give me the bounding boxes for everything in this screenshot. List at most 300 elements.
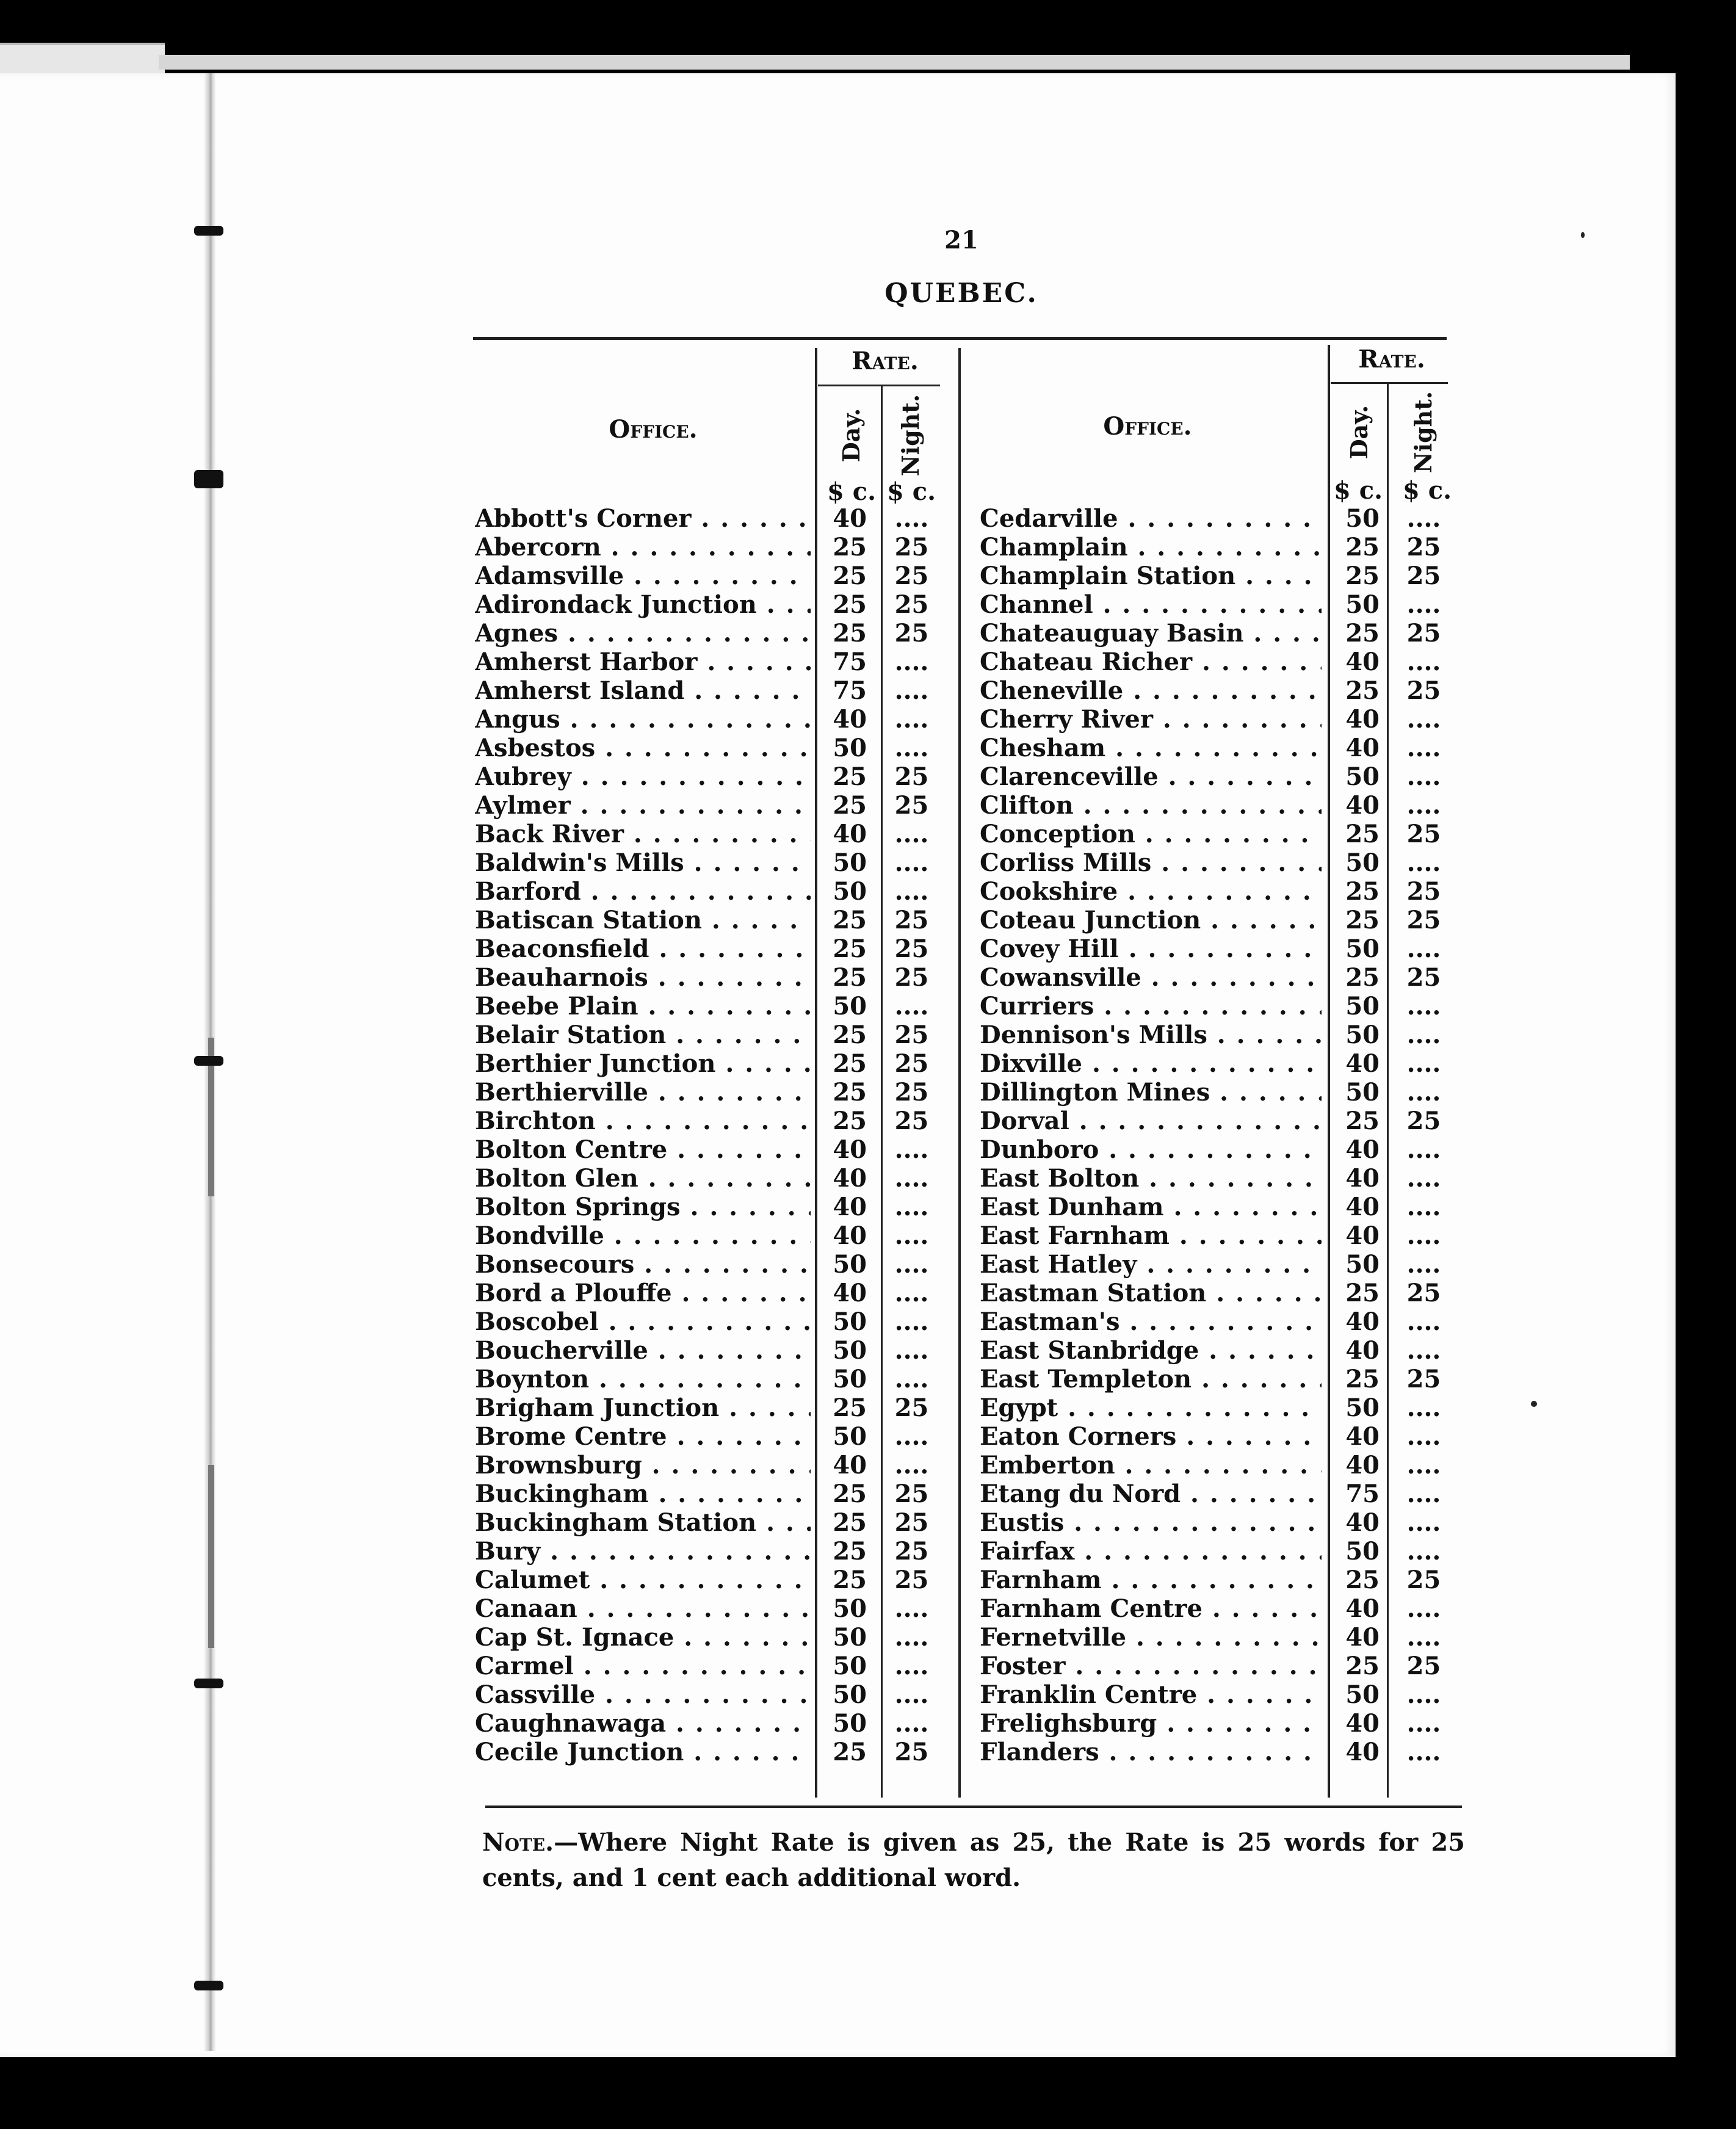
table-row [980, 504, 1468, 533]
night-rate: .... [1406, 848, 1441, 877]
night-rate: 25 [894, 1480, 929, 1508]
day-rate: 40 [1345, 734, 1380, 762]
office-name: Channel . . . [980, 590, 1322, 619]
day-rate: 50 [833, 1709, 867, 1738]
table-row [980, 1221, 1468, 1250]
table-row [980, 1365, 1468, 1393]
night-rate: .... [1406, 1623, 1441, 1652]
night-rate: .... [894, 877, 929, 906]
office-name: Back River . . . [475, 820, 811, 848]
office-name: Bondville . . . [475, 1221, 811, 1250]
office-name: Beebe Plain . . . [475, 992, 811, 1021]
day-rate: 40 [1345, 1422, 1380, 1451]
day-rate: 40 [1345, 1623, 1380, 1652]
night-rate: .... [894, 1307, 929, 1336]
office-name: Angus . . . [475, 705, 811, 734]
night-rate: .... [1406, 1164, 1441, 1193]
table-row [980, 1451, 1468, 1480]
night-rate: .... [894, 1652, 929, 1680]
office-name: Brigham Junction . . . [475, 1393, 811, 1422]
day-rate: 50 [833, 848, 867, 877]
day-rate: 50 [833, 877, 867, 906]
day-rate: 50 [833, 1594, 867, 1623]
office-name: Bolton Glen . . . [475, 1164, 811, 1193]
office-name: Emberton . . . [980, 1451, 1322, 1480]
table-row [980, 877, 1468, 906]
table-row [475, 1393, 963, 1422]
table-row [980, 934, 1468, 963]
office-name: Barford . . . [475, 877, 811, 906]
table-row [475, 1307, 963, 1336]
night-rate: .... [894, 504, 929, 533]
table-row [980, 533, 1468, 562]
night-rate: .... [1406, 705, 1441, 734]
night-rate: 25 [894, 1508, 929, 1537]
day-rate: 50 [1345, 992, 1380, 1021]
office-name: Beauharnois . . . [475, 963, 811, 992]
night-rate: 25 [894, 762, 929, 791]
table-row [475, 1164, 963, 1193]
office-name: Boucherville . . . [475, 1336, 811, 1365]
table-row [980, 648, 1468, 676]
day-rate: 50 [1345, 1680, 1380, 1709]
table-row [475, 877, 963, 906]
office-name: Dunboro . . . [980, 1135, 1322, 1164]
table-row [475, 676, 963, 705]
day-rate: 25 [833, 1049, 867, 1078]
table-row [980, 1049, 1468, 1078]
table-row [475, 1279, 963, 1307]
day-rate: 50 [833, 1680, 867, 1709]
table-row [475, 1250, 963, 1279]
office-name: Bonsecours . . . [475, 1250, 811, 1279]
office-name: Birchton . . . [475, 1107, 811, 1135]
table-row [980, 1680, 1468, 1709]
office-name: Canaan . . . [475, 1594, 811, 1623]
night-rate: 25 [1406, 676, 1441, 705]
night-rate: 25 [1406, 820, 1441, 848]
night-rate: .... [1406, 1336, 1441, 1365]
day-rate: 25 [833, 590, 867, 619]
office-header-right: Office. [1103, 412, 1192, 441]
table-row [475, 1709, 963, 1738]
office-name: East Farnham . . . [980, 1221, 1322, 1250]
unit-night-right: $ c. [1402, 476, 1452, 505]
table-row [475, 963, 963, 992]
office-name: Franklin Centre . . . [980, 1680, 1322, 1709]
office-name: Carmel . . . [475, 1652, 811, 1680]
office-name: Corliss Mills . . . [980, 848, 1322, 877]
day-rate: 50 [1345, 934, 1380, 963]
office-name: Amherst Harbor . . . [475, 648, 811, 676]
unit-night-left: $ c. [886, 477, 936, 506]
office-name: Cedarville . . . [980, 504, 1322, 533]
day-rate: 25 [833, 1537, 867, 1566]
table-row [475, 791, 963, 820]
night-rate: .... [1406, 934, 1441, 963]
day-rate: 40 [833, 1451, 867, 1480]
table-row [475, 504, 963, 533]
night-rate: 25 [1406, 533, 1441, 562]
table-row [475, 848, 963, 877]
table-row [475, 590, 963, 619]
office-name: Curriers . . . [980, 992, 1322, 1021]
table-row [980, 1508, 1468, 1537]
table-row [475, 619, 963, 648]
day-rate: 25 [833, 1078, 867, 1107]
table-row [980, 1250, 1468, 1279]
office-name: Bolton Centre . . . [475, 1135, 811, 1164]
table-row [475, 1738, 963, 1766]
night-rate: .... [894, 1336, 929, 1365]
note-text: —Where Night Rate is given as 25, the Rate is 25 words for 25 cents, and 1 cent each additional word. [482, 1828, 1465, 1892]
unit-day-right: $ c. [1333, 476, 1383, 505]
office-name: East Stanbridge . . . [980, 1336, 1322, 1365]
office-name: Covey Hill . . . [980, 934, 1322, 963]
table-row [475, 1480, 963, 1508]
office-name: Eustis . . . [980, 1508, 1322, 1537]
night-rate: .... [1406, 762, 1441, 791]
night-rate: .... [1406, 1135, 1441, 1164]
night-rate: 25 [1406, 1365, 1441, 1393]
office-name: Cherry River . . . [980, 705, 1322, 734]
office-name: Dorval . . . [980, 1107, 1322, 1135]
binding-stitch [194, 1981, 223, 1990]
night-rate: .... [894, 820, 929, 848]
day-rate: 25 [1345, 533, 1380, 562]
night-rate: .... [1406, 1480, 1441, 1508]
night-rate: .... [1406, 1078, 1441, 1107]
day-rate: 40 [1345, 1451, 1380, 1480]
office-name: Cap St. Ignace . . . [475, 1623, 811, 1652]
office-header-left: Office. [609, 415, 698, 444]
table-row [980, 1652, 1468, 1680]
office-name: Cookshire . . . [980, 877, 1322, 906]
office-name: Eastman Station . . . [980, 1279, 1322, 1307]
office-name: Aubrey . . . [475, 762, 811, 791]
night-rate: .... [894, 734, 929, 762]
day-rate: 25 [833, 562, 867, 590]
day-rate: 75 [833, 676, 867, 705]
day-rate: 50 [833, 1307, 867, 1336]
page-title: QUEBEC. [884, 278, 1038, 309]
table-row [980, 791, 1468, 820]
office-name: Fairfax . . . [980, 1537, 1322, 1566]
table-row [980, 1709, 1468, 1738]
table-row [980, 820, 1468, 848]
day-rate: 50 [1345, 1078, 1380, 1107]
day-rate: 40 [833, 1221, 867, 1250]
office-name: Calumet . . . [475, 1566, 811, 1594]
night-rate: .... [894, 1250, 929, 1279]
day-rate: 40 [833, 1164, 867, 1193]
office-name: Beaconsfield . . . [475, 934, 811, 963]
unit-day-left: $ c. [826, 477, 877, 506]
day-rate: 40 [1345, 1164, 1380, 1193]
night-rate: .... [894, 1279, 929, 1307]
office-name: Brownsburg . . . [475, 1451, 811, 1480]
table-row [475, 1021, 963, 1049]
footnote [482, 1825, 1465, 1896]
table-row [980, 963, 1468, 992]
binding-shadow [208, 1465, 214, 1648]
night-rate: 25 [894, 562, 929, 590]
paper-speck [1531, 1401, 1537, 1407]
night-rate: 25 [894, 1393, 929, 1422]
day-rate: 25 [833, 1508, 867, 1537]
day-rate: 40 [833, 705, 867, 734]
office-name: Caughnawaga . . . [475, 1709, 811, 1738]
night-rate: 25 [1406, 963, 1441, 992]
table-row [475, 533, 963, 562]
table-row [980, 1193, 1468, 1221]
office-name: Foster . . . [980, 1652, 1322, 1680]
note-label: Note. [482, 1828, 554, 1857]
night-rate: .... [894, 992, 929, 1021]
day-rate: 25 [833, 791, 867, 820]
night-rate: 25 [894, 1049, 929, 1078]
office-name: East Templeton . . . [980, 1365, 1322, 1393]
office-name: Farnham Centre . . . [980, 1594, 1322, 1623]
night-rate: .... [894, 1365, 929, 1393]
table-row [980, 1480, 1468, 1508]
night-rate: .... [894, 1680, 929, 1709]
night-rate: 25 [1406, 1107, 1441, 1135]
office-name: Abercorn . . . [475, 533, 811, 562]
night-rate: .... [894, 1193, 929, 1221]
night-rate: 25 [894, 533, 929, 562]
day-rate: 25 [833, 1393, 867, 1422]
office-name: East Hatley . . . [980, 1250, 1322, 1279]
day-rate: 25 [833, 1107, 867, 1135]
rate-header-left: Rate. [852, 347, 919, 375]
day-rate: 40 [1345, 1709, 1380, 1738]
night-rate: .... [1406, 1451, 1441, 1480]
binding-stitch [194, 1679, 223, 1688]
day-rate: 50 [1345, 1021, 1380, 1049]
day-rate: 25 [1345, 877, 1380, 906]
rate-rule-right [1331, 382, 1448, 384]
day-rate: 50 [833, 1623, 867, 1652]
night-rate: .... [894, 705, 929, 734]
day-rate: 25 [1345, 676, 1380, 705]
night-rate: 25 [894, 1078, 929, 1107]
table-row [475, 1680, 963, 1709]
table-row [980, 906, 1468, 934]
day-rate: 25 [1345, 906, 1380, 934]
table-row [475, 1422, 963, 1451]
night-rate: .... [1406, 590, 1441, 619]
day-rate: 25 [833, 963, 867, 992]
day-rate: 25 [833, 1480, 867, 1508]
underlying-sheet-edge [0, 43, 165, 76]
binding-stitch [194, 1056, 223, 1066]
night-rate: 25 [894, 1021, 929, 1049]
night-rate: 25 [894, 619, 929, 648]
night-rate: .... [894, 648, 929, 676]
day-rate: 50 [1345, 504, 1380, 533]
table-row [980, 762, 1468, 791]
day-rate: 75 [1345, 1480, 1380, 1508]
office-name: Flanders . . . [980, 1738, 1322, 1766]
office-name: Conception . . . [980, 820, 1322, 848]
night-rate: .... [1406, 1393, 1441, 1422]
night-rate: .... [1406, 1594, 1441, 1623]
office-name: Boscobel . . . [475, 1307, 811, 1336]
night-rate: .... [894, 1164, 929, 1193]
night-rate: .... [894, 1135, 929, 1164]
day-rate: 40 [833, 820, 867, 848]
office-name: Adamsville . . . [475, 562, 811, 590]
day-rate: 25 [833, 1021, 867, 1049]
table-row [475, 1594, 963, 1623]
day-rate: 25 [833, 1738, 867, 1766]
binding-stitch [194, 470, 223, 488]
office-name: Aylmer . . . [475, 791, 811, 820]
table-row [475, 1652, 963, 1680]
day-rate: 40 [1345, 705, 1380, 734]
table-row [475, 906, 963, 934]
table-row [980, 1336, 1468, 1365]
night-rate: 25 [1406, 877, 1441, 906]
table-row [475, 1336, 963, 1365]
night-rate: .... [894, 1594, 929, 1623]
night-rate: 25 [1406, 906, 1441, 934]
day-rate: 40 [1345, 1594, 1380, 1623]
day-rate: 25 [1345, 963, 1380, 992]
table-row [980, 1594, 1468, 1623]
office-name: Eaton Corners . . . [980, 1422, 1322, 1451]
office-name: Cassville . . . [475, 1680, 811, 1709]
night-rate: .... [894, 1422, 929, 1451]
day-rate: 40 [1345, 1508, 1380, 1537]
night-rate: .... [1406, 1537, 1441, 1566]
office-name: Amherst Island . . . [475, 676, 811, 705]
night-rate: .... [1406, 1738, 1441, 1766]
night-header-right: Night. [1409, 391, 1437, 474]
office-name: Dillington Mines . . . [980, 1078, 1322, 1107]
day-rate: 25 [1345, 1279, 1380, 1307]
night-rate: .... [894, 1221, 929, 1250]
night-rate: 25 [894, 1738, 929, 1766]
night-rate: .... [1406, 1508, 1441, 1537]
office-name: Bolton Springs . . . [475, 1193, 811, 1221]
table-row [475, 1537, 963, 1566]
table-row [475, 1623, 963, 1652]
table-row [475, 992, 963, 1021]
table-row [980, 1021, 1468, 1049]
day-rate: 25 [1345, 1365, 1380, 1393]
day-rate: 50 [1345, 762, 1380, 791]
day-rate: 25 [1345, 1566, 1380, 1594]
office-name: Bord a Plouffe . . . [475, 1279, 811, 1307]
night-rate: .... [1406, 504, 1441, 533]
table-row [980, 705, 1468, 734]
office-name: Agnes . . . [475, 619, 811, 648]
night-rate: 25 [894, 590, 929, 619]
night-rate: .... [894, 1709, 929, 1738]
office-name: Boynton . . . [475, 1365, 811, 1393]
night-rate: 25 [894, 963, 929, 992]
day-rate: 50 [833, 1336, 867, 1365]
table-row [475, 648, 963, 676]
office-name: East Bolton . . . [980, 1164, 1322, 1193]
day-rate: 40 [1345, 1738, 1380, 1766]
table-row [475, 705, 963, 734]
table-row [980, 1738, 1468, 1766]
table-bottom-rule [485, 1805, 1462, 1808]
table-row [475, 1049, 963, 1078]
day-rate: 40 [1345, 1221, 1380, 1250]
office-name: Champlain . . . [980, 533, 1322, 562]
table-row [980, 1393, 1468, 1422]
night-rate: .... [894, 1451, 929, 1480]
day-rate: 40 [1345, 1049, 1380, 1078]
office-name: Asbestos . . . [475, 734, 811, 762]
day-rate: 50 [833, 1250, 867, 1279]
day-rate: 40 [833, 1135, 867, 1164]
night-rate: .... [1406, 791, 1441, 820]
day-rate: 25 [1345, 619, 1380, 648]
night-rate: .... [1406, 1709, 1441, 1738]
day-rate: 40 [833, 504, 867, 533]
day-rate: 50 [833, 1365, 867, 1393]
night-rate: 25 [1406, 1652, 1441, 1680]
night-rate: 25 [894, 906, 929, 934]
office-name: East Dunham . . . [980, 1193, 1322, 1221]
day-rate: 40 [1345, 791, 1380, 820]
table-row [475, 934, 963, 963]
office-name: Champlain Station . . . [980, 562, 1322, 590]
night-rate: .... [894, 1623, 929, 1652]
table-row [980, 1078, 1468, 1107]
office-name: Fernetville . . . [980, 1623, 1322, 1652]
table-row [980, 1135, 1468, 1164]
table-row [980, 1537, 1468, 1566]
night-rate: .... [1406, 1680, 1441, 1709]
night-rate: 25 [894, 1107, 929, 1135]
night-rate: 25 [894, 791, 929, 820]
rate-header-right: Rate. [1358, 345, 1425, 374]
table-row [475, 1078, 963, 1107]
office-name: Chateau Richer . . . [980, 648, 1322, 676]
table-row [980, 619, 1468, 648]
office-name: Cecile Junction . . . [475, 1738, 811, 1766]
office-name: Clifton . . . [980, 791, 1322, 820]
table-row [980, 1623, 1468, 1652]
office-name: Cowansville . . . [980, 963, 1322, 992]
day-rate: 50 [833, 992, 867, 1021]
binding-stitch [194, 226, 223, 236]
office-name: Batiscan Station . . . [475, 906, 811, 934]
day-rate: 50 [1345, 1393, 1380, 1422]
day-rate: 40 [1345, 648, 1380, 676]
table-row [980, 1307, 1468, 1336]
office-name: Egypt . . . [980, 1393, 1322, 1422]
day-rate: 40 [1345, 1135, 1380, 1164]
table-row [475, 1365, 963, 1393]
table-row [980, 1566, 1468, 1594]
night-rate: .... [1406, 1422, 1441, 1451]
day-rate: 40 [1345, 1307, 1380, 1336]
paper-speck [1581, 232, 1585, 238]
night-rate: 25 [1406, 562, 1441, 590]
day-rate: 25 [1345, 1107, 1380, 1135]
day-rate: 50 [833, 1652, 867, 1680]
night-rate: 25 [1406, 1279, 1441, 1307]
night-rate: .... [1406, 1193, 1441, 1221]
table-row [980, 992, 1468, 1021]
